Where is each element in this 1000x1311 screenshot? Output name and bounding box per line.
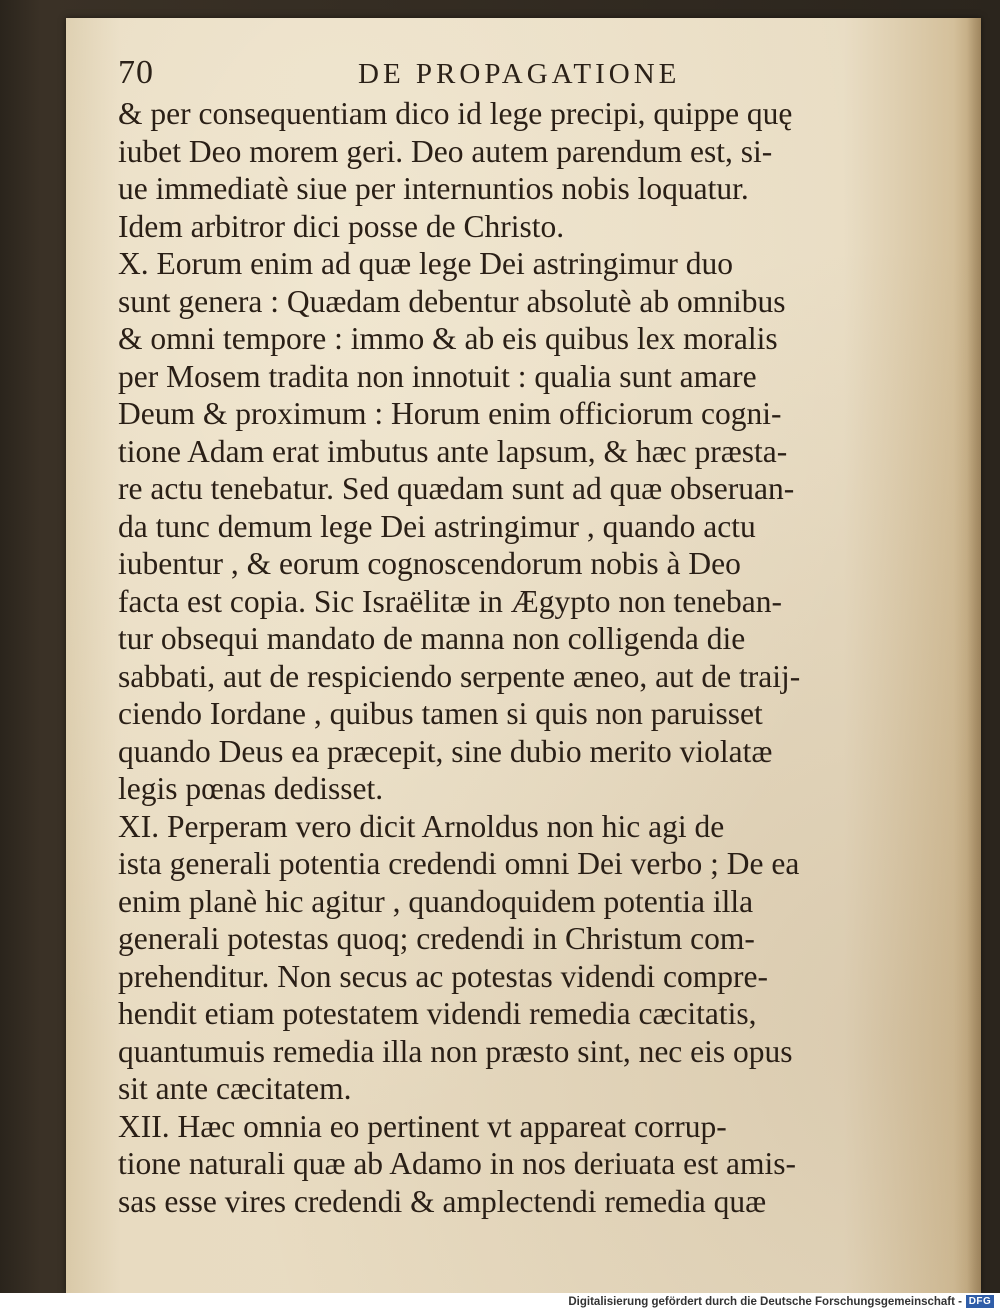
text-line-2: iubet Deo morem geri. Deo autem parendum est, si- (118, 133, 773, 169)
text-line-23: generali potestas quoq; credendi in Christum com- (118, 921, 755, 956)
text-line-14: facta est copia. Sic Israëlitæ in Ægypto non teneban- (118, 583, 782, 619)
text-line-9: Deum & proximum : Horum enim officiorum cogni- (118, 396, 782, 431)
funding-notice: Digitalisierung gefördert durch die Deutsche Forschungsgemeinschaft - (568, 1296, 962, 1308)
text-line-7: & omni tempore : immo & ab eis quibus lex moralis (118, 321, 778, 356)
text-line-30: sas esse vires credendi & amplectendi remedia quæ (118, 1183, 767, 1219)
text-line-1: & per consequentiam dico id lege precipi, quippe quę (118, 96, 793, 131)
text-line-15: tur obsequi mandato de manna non colligenda die (118, 621, 746, 656)
dfg-logo: DFG (966, 1295, 994, 1308)
text-line-26: quantumuis remedia illa non præsto sint, nec eis opus (118, 1033, 793, 1069)
text-line-4: Idem arbitror dici posse de Christo. (118, 208, 565, 244)
text-line-20: XI. Perperam vero dicit Arnoldus non hic agi de (118, 808, 725, 844)
text-line-11: re actu tenebatur. Sed quædam sunt ad quæ obseruan- (118, 471, 795, 506)
text-line-18: quando Deus ea præcepit, sine dubio merito violatæ (118, 733, 773, 769)
text-line-19: legis pœnas dedisset. (118, 771, 384, 806)
text-line-29: tione naturali quæ ab Adamo in nos deriuata est amis- (118, 1146, 796, 1181)
text-line-21: ista generali potentia credendi omni Dei verbo ; De ea (118, 846, 800, 881)
page-edge-shadow (967, 18, 981, 1293)
text-line-5: X. Eorum enim ad quæ lege Dei astringimur duo (118, 246, 734, 281)
text-line-24: prehenditur. Non secus ac potestas videndi compre- (118, 958, 768, 994)
text-line-6: sunt genera : Quædam debentur absolutè ab omnibus (118, 283, 786, 319)
text-line-16: sabbati, aut de respiciendo serpente æneo, aut de traij- (118, 658, 801, 694)
text-line-17: ciendo Iordane , quibus tamen si quis non paruisset (118, 696, 763, 731)
text-line-12: da tunc demum lege Dei astringimur , quando actu (118, 508, 756, 544)
page-header (118, 54, 738, 100)
page-number: 70 (118, 54, 154, 91)
text-line-3: ue immediatè siue per internuntios nobis loquatur. (118, 171, 749, 206)
running-head: DE PROPAGATIONE (358, 58, 681, 90)
text-line-8: per Mosem tradita non innotuit : qualia sunt amare (118, 358, 757, 394)
text-line-13: iubentur , & eorum cognoscendorum nobis à Deo (118, 546, 741, 581)
text-line-27: sit ante cæcitatem. (118, 1071, 352, 1106)
text-line-28: XII. Hæc omnia eo pertinent vt appareat corrup- (118, 1108, 727, 1144)
text-line-10: tione Adam erat imbutus ante lapsum, & hæc præsta- (118, 433, 788, 469)
text-line-22: enim planè hic agitur , quandoquidem potentia illa (118, 883, 754, 919)
body-text (118, 95, 918, 1275)
text-line-25: hendit etiam potestatem videndi remedia cæcitatis, (118, 996, 757, 1031)
